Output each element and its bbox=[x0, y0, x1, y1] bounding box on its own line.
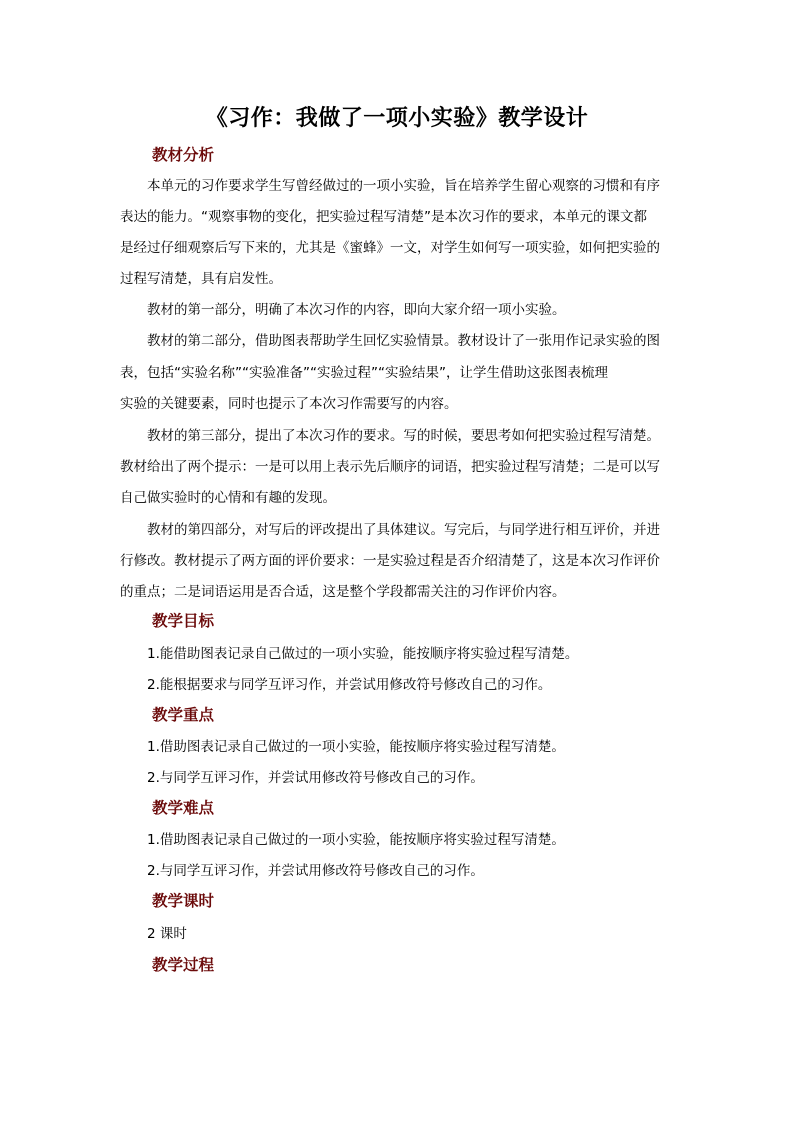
section-heading-key-points: 教学重点 bbox=[152, 705, 215, 724]
analysis-line: 教材的第三部分，提出了本次习作的要求。写的时候，要思考如何把实验过程写清楚。 bbox=[147, 428, 660, 444]
analysis-line: 教材的第一部分，明确了本次习作的内容，即向大家介绍一项小实验。 bbox=[147, 302, 566, 318]
analysis-line: 教材的第二部分，借助图表帮助学生回忆实验情景。教材设计了一张用作记录实验的图 bbox=[147, 333, 660, 349]
document-title: 《习作：我做了一项小实验》教学设计 bbox=[205, 105, 589, 131]
section-heading-analysis: 教材分析 bbox=[152, 145, 215, 164]
analysis-line: 行修改。教材提示了两方面的评价要求：一是实验过程是否介绍清楚了，这是本次习作评价 bbox=[120, 553, 660, 569]
section-heading-difficulties: 教学难点 bbox=[152, 798, 215, 817]
analysis-line: 教材给出了两个提示：一是可以用上表示先后顺序的词语，把实验过程写清楚；二是可以写 bbox=[120, 459, 660, 475]
goal-item: 2.能根据要求与同学互评习作，并尝试用修改符号修改自己的习作。 bbox=[147, 677, 552, 693]
analysis-line: 教材的第四部分，对写后的评改提出了具体建议。写完后，与同学进行相互评价，并进 bbox=[147, 522, 660, 538]
analysis-line: 是经过仔细观察后写下来的，尤其是《蜜蜂》一文，对学生如何写一项实验，如何把实验的 bbox=[120, 240, 660, 256]
difficulty-item: 1.借助图表记录自己做过的一项小实验，能按顺序将实验过程写清楚。 bbox=[147, 832, 565, 848]
class-hours-value: 2 课时 bbox=[147, 926, 187, 942]
analysis-line: 过程写清楚，具有启发性。 bbox=[120, 271, 282, 287]
analysis-line: 表，包括“实验名称”“实验准备”“实验过程”“实验结果”，让学生借助这张图表梳理 bbox=[120, 365, 608, 381]
analysis-line: 本单元的习作要求学生写曾经做过的一项小实验，旨在培养学生留心观察的习惯和有序 bbox=[147, 178, 660, 194]
analysis-line: 表达的能力。“观察事物的变化，把实验过程写清楚”是本次习作的要求，本单元的课文都 bbox=[120, 209, 647, 225]
key-point-item: 2.与同学互评习作，并尝试用修改符号修改自己的习作。 bbox=[147, 770, 484, 786]
analysis-line: 的重点；二是词语运用是否合适，这是整个学段都需关注的习作评价内容。 bbox=[120, 584, 566, 600]
key-point-item: 1.借助图表记录自己做过的一项小实验，能按顺序将实验过程写清楚。 bbox=[147, 739, 565, 755]
analysis-line: 自己做实验时的心情和有趣的发现。 bbox=[120, 490, 336, 506]
section-heading-goals: 教学目标 bbox=[152, 611, 215, 630]
goal-item: 1.能借助图表记录自己做过的一项小实验，能按顺序将实验过程写清楚。 bbox=[147, 646, 579, 662]
section-heading-class-hours: 教学课时 bbox=[152, 891, 215, 910]
analysis-line: 实验的关键要素，同时也提示了本次习作需要写的内容。 bbox=[120, 396, 458, 412]
section-heading-process: 教学过程 bbox=[152, 955, 215, 974]
difficulty-item: 2.与同学互评习作，并尝试用修改符号修改自己的习作。 bbox=[147, 863, 484, 879]
